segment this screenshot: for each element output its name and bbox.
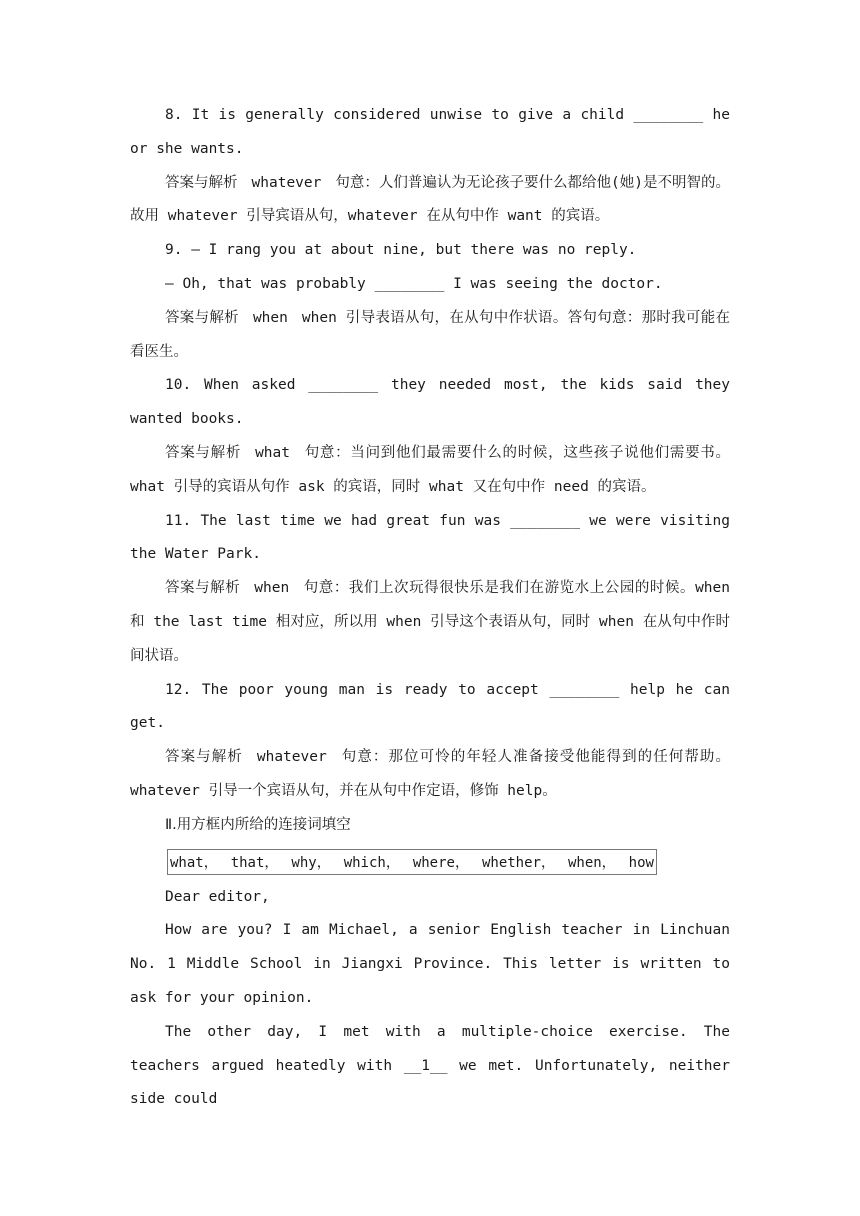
word-option: where， xyxy=(412,854,469,871)
letter-text: The other day, I met with a multiple-choice exercise. The teachers argued heatedly with xyxy=(130,1023,730,1074)
answer-10 xyxy=(130,437,730,505)
word-option: which， xyxy=(343,854,400,871)
word-option: when， xyxy=(567,854,616,871)
answer-explanation: 句意：那位可怜的年轻人准备接受他能得到的任何帮助。whatever 引导一个宾语从句，并在从句中作定语，修饰 help。 xyxy=(130,749,730,799)
document-body xyxy=(130,99,730,1117)
letter-salutation: Dear editor, xyxy=(165,888,270,905)
question-8: 8. It is generally considered unwise to give a child ________ he or she wants. xyxy=(130,107,730,157)
letter-paragraph-1: How are you? I am Michael, a senior English teacher in Linchuan No. 1 Middle School in Jiangxi Province. This letter is written to ask for your opinion. xyxy=(130,922,730,1006)
answer-explanation: 句意：人们普遍认为无论孩子要什么都给他(她)是不明智的。故用 whatever 引导宾语从句，whatever 在从句中作 want 的宾语。 xyxy=(130,174,730,225)
question-9-reply: — Oh, that was probably ________ I was seeing the doctor. xyxy=(165,275,663,292)
answer-label: 答案与解析 xyxy=(165,174,238,191)
word-option: that， xyxy=(230,854,279,871)
blank-1: __1__ xyxy=(403,1057,448,1074)
answer-9 xyxy=(130,302,730,370)
question-12: 12. The poor young man is ready to accept ________ help he can get. xyxy=(130,681,730,732)
answer-word: whatever xyxy=(251,174,322,191)
question-11: 11. The last time we had great fun was ________ we were visiting the Water Park. xyxy=(130,512,730,563)
letter-paragraph-2 xyxy=(130,1016,730,1117)
answer-word: when xyxy=(252,309,288,326)
word-option: what， xyxy=(170,854,218,871)
word-option: how xyxy=(628,854,654,871)
answer-explanation: 句意：我们上次玩得很快乐是我们在游览水上公园的时候。when 和 the last time 相对应，所以用 when 引导这个表语从句，同时 when 在从句中作时间状语。 xyxy=(130,580,731,664)
answer-explanation: when 引导表语从句，在从句中作状语。答句句意：那时我可能在看医生。 xyxy=(130,309,731,360)
answer-label: 答案与解析 xyxy=(165,444,242,461)
answer-12 xyxy=(130,741,730,809)
answer-11 xyxy=(130,572,730,673)
answer-label: 答案与解析 xyxy=(165,580,241,597)
answer-label: 答案与解析 xyxy=(165,309,239,326)
letter-text: we met. Unfortunately, neither side could xyxy=(130,1057,730,1108)
answer-word: whatever xyxy=(256,749,327,766)
answer-8 xyxy=(130,167,730,235)
answer-label: 答案与解析 xyxy=(165,749,243,766)
question-9: 9. — I rang you at about nine, but there was no reply. xyxy=(165,242,637,259)
question-10: 10. When asked ________ they needed most, the kids said they wanted books. xyxy=(130,377,730,428)
answer-word: when xyxy=(254,580,290,597)
section-heading: Ⅱ.用方框内所给的连接词填空 xyxy=(165,816,351,833)
word-option: why， xyxy=(291,854,331,871)
word-option: whether， xyxy=(481,854,555,871)
word-box xyxy=(167,849,657,875)
answer-word: what xyxy=(255,444,290,461)
answer-explanation: 句意：当问到他们最需要什么的时候，这些孩子说他们需要书。what 引导的宾语从句作 ask 的宾语，同时 what 又在句中作 need 的宾语。 xyxy=(130,444,731,495)
word-box-wrapper xyxy=(130,843,730,881)
